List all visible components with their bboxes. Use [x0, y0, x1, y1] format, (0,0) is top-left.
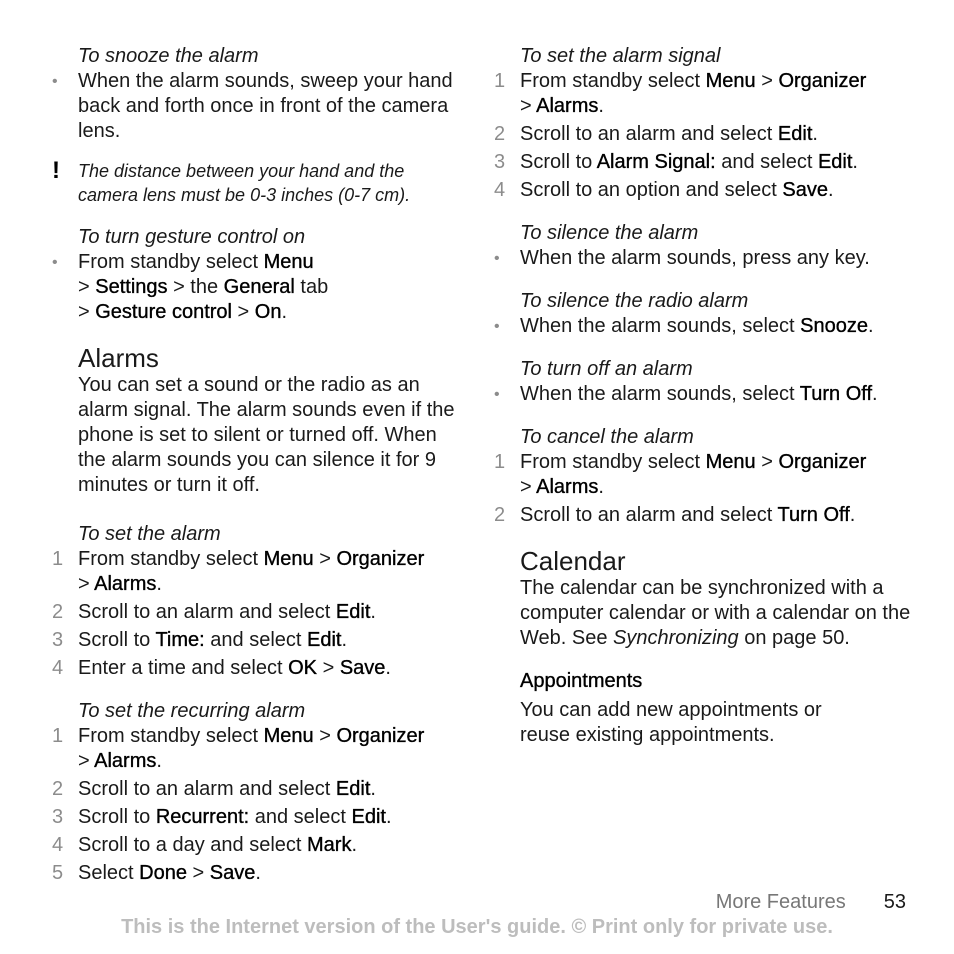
footer-disclaimer: This is the Internet version of the User's guide. © Print only for private use. [121, 916, 833, 938]
list-item: 5 Select Done > Save. [52, 862, 261, 884]
list-item: 2 Scroll to an alarm and select Edit. [52, 601, 376, 623]
recurring-alarm-title: To set the recurring alarm [78, 700, 306, 722]
bullet-icon: • [52, 73, 58, 90]
on-term: On [254, 301, 282, 323]
calendar-heading: Calendar [520, 546, 626, 576]
note-block [52, 159, 462, 207]
step-number: 3 [52, 806, 64, 828]
list-item [52, 69, 462, 144]
left-column [52, 44, 462, 886]
snooze-alarm-title: To snooze the alarm [78, 45, 259, 67]
cancel-alarm-title: To cancel the alarm [520, 426, 694, 448]
turn-off-title: To turn off an alarm [520, 358, 693, 380]
snooze-bullet-text: When the alarm sounds, sweep your hand back and forth once in front of the camera lens. [78, 70, 453, 142]
step-number: 4 [52, 657, 64, 679]
synchronizing-link-text: Synchronizing [613, 627, 739, 649]
silence-alarm-list [494, 246, 914, 271]
gesture-control-list [52, 250, 462, 325]
alarm-signal-title: To set the alarm signal [520, 45, 721, 67]
silence-alarm-title: To silence the alarm [520, 222, 699, 244]
list-item: 1 From standby select Menu > Organizer > Alarms. [52, 548, 425, 595]
silence-radio-list [494, 314, 914, 339]
alarm-signal-steps [494, 69, 914, 203]
appointments-heading: Appointments [520, 670, 643, 692]
list-item: 4 Scroll to an option and select Save. [494, 179, 834, 201]
settings-term: Settings [95, 276, 168, 298]
bullet-icon: • [494, 386, 500, 403]
step-number: 1 [494, 451, 506, 473]
gesture-control-term: Gesture control [95, 301, 232, 323]
step-number: 2 [494, 504, 506, 526]
footer-section-name: More Features [715, 891, 846, 913]
step-number: 2 [52, 778, 64, 800]
bullet-icon: • [52, 254, 58, 271]
list-item: 4 Scroll to a day and select Mark. [52, 834, 358, 856]
snooze-alarm-list [52, 69, 462, 144]
bullet-icon: • [494, 318, 500, 335]
step-number: 1 [52, 548, 64, 570]
silence-radio-title: To silence the radio alarm [520, 290, 749, 312]
list-item: 4 Enter a time and select OK > Save. [52, 657, 391, 679]
list-item: • From standby select Menu > Settings > the General tab > Gesture control > On. [52, 251, 329, 323]
step-number: 4 [494, 179, 506, 201]
page-number: 53 [883, 891, 906, 913]
right-column [494, 44, 914, 748]
step-number: 4 [52, 834, 64, 856]
list-item: 3 Scroll to Recurrent: and select Edit. [52, 806, 392, 828]
exclamation-icon: ! [52, 157, 60, 184]
step-number: 3 [494, 151, 506, 173]
calendar-intro: The calendar can be synchronized with a computer calendar or with a calendar on the Web. See Synchronizing on page 50. [520, 577, 911, 649]
turn-off-list [494, 382, 914, 407]
list-item: • When the alarm sounds, select Snooze. [494, 315, 874, 337]
alarms-heading: Alarms [78, 343, 159, 373]
list-item: 1 From standby select Menu > Organizer > Alarms. [494, 451, 867, 498]
list-item: 2 Scroll to an alarm and select Edit. [52, 778, 376, 800]
set-alarm-title: To set the alarm [78, 523, 221, 545]
step-number: 5 [52, 862, 64, 884]
gesture-control-title: To turn gesture control on [78, 226, 306, 248]
step-number: 2 [494, 123, 506, 145]
menu-term: Menu [263, 251, 314, 273]
recurring-alarm-steps [52, 724, 462, 886]
alarms-intro: You can set a sound or the radio as an alarm signal. The alarm sounds even if the phone is set to silent or turned off. When the alarm sounds you can silence it for 9 minutes or turn it off. [78, 374, 455, 496]
appointments-text: You can add new appointments or reuse existing appointments. [520, 699, 822, 746]
list-item: 2 Scroll to an alarm and select Edit. [494, 123, 818, 145]
list-item: 2 Scroll to an alarm and select Turn Off. [494, 504, 856, 526]
list-item: 1 From standby select Menu > Organizer > Alarms. [494, 70, 867, 117]
step-number: 3 [52, 629, 64, 651]
bullet-icon: • [494, 250, 500, 267]
list-item: • When the alarm sounds, press any key. [494, 247, 870, 269]
step-number: 2 [52, 601, 64, 623]
note-text: The distance between your hand and the camera lens must be 0-3 inches (0-7 cm). [78, 161, 411, 205]
list-item: 3 Scroll to Time: and select Edit. [52, 629, 348, 651]
cancel-alarm-steps [494, 450, 914, 528]
list-item: • When the alarm sounds, select Turn Off. [494, 383, 878, 405]
set-alarm-steps [52, 547, 462, 681]
page-footer [716, 890, 906, 914]
list-item: 1 From standby select Menu > Organizer > Alarms. [52, 725, 425, 772]
step-number: 1 [52, 725, 64, 747]
step-number: 1 [494, 70, 506, 92]
general-term: General [223, 276, 295, 298]
list-item: 3 Scroll to Alarm Signal: and select Edit. [494, 151, 858, 173]
